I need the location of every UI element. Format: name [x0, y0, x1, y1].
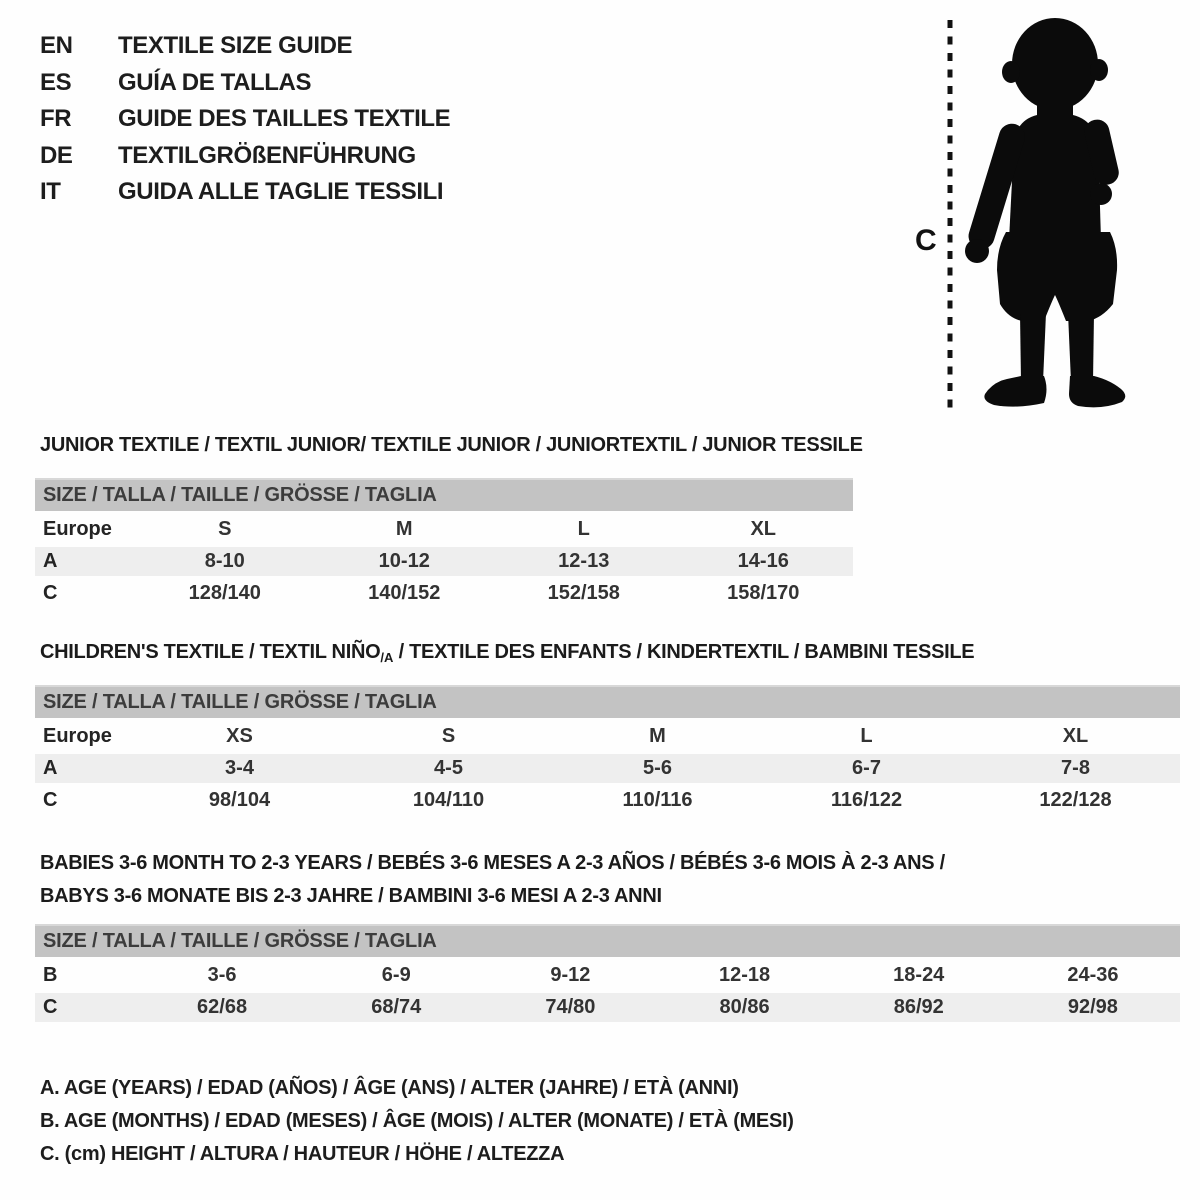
legend [40, 1072, 794, 1171]
column-header: XL [750, 518, 777, 540]
table-cell: 158/170 [727, 582, 800, 604]
column-header: L [860, 725, 873, 747]
region-label: Europe [43, 518, 112, 540]
table-cell: 12-13 [558, 550, 610, 572]
table-cell: 7-8 [1061, 757, 1090, 779]
row-label: C [43, 789, 58, 811]
column-header: L [577, 518, 590, 540]
table-cell: 6-7 [852, 757, 881, 779]
language-row [40, 28, 450, 65]
row-label: A [43, 550, 58, 572]
language-label: GUIDA ALLE TAGLIE TESSILI [118, 178, 444, 206]
table-cell: 116/122 [830, 789, 903, 811]
column-header: S [218, 518, 232, 540]
table-cell: 92/98 [1067, 996, 1118, 1018]
table-row [35, 754, 1180, 783]
row-label: B [43, 964, 58, 986]
height-measure-label: C [915, 224, 937, 257]
size-header-bar: SIZE / TALLA / TAILLE / GRÖSSE / TAGLIA [35, 924, 1180, 957]
figure-svg [905, 8, 1155, 420]
language-label: GUIDE DES TAILLES TEXTILE [118, 105, 451, 133]
table-cell: 3-4 [225, 757, 254, 779]
row-label: A [43, 757, 58, 779]
language-code: EN [40, 32, 73, 60]
table-cell: 8-10 [204, 550, 245, 572]
table-cell: 4-5 [434, 757, 463, 779]
table-cell: 104/110 [412, 789, 485, 811]
size-header-bar: SIZE / TALLA / TAILLE / GRÖSSE / TAGLIA [35, 478, 853, 511]
column-header: M [395, 518, 413, 540]
section-title-line: BABYS 3-6 MONATE BIS 2-3 JAHRE / BAMBINI 3-6 MESI A 2-3 ANNI [40, 885, 662, 907]
table-row [35, 786, 1180, 815]
table-cell: 86/92 [893, 996, 944, 1018]
language-code: FR [40, 105, 72, 133]
table-cell: 74/80 [545, 996, 596, 1018]
language-row [40, 65, 450, 102]
legend-line: B. AGE (MONTHS) / EDAD (MESES) / ÂGE (MOIS) / ALTER (MONATE) / ETÀ (MESI) [40, 1110, 794, 1132]
language-list [40, 28, 450, 211]
babies-section-title [40, 847, 945, 913]
table-cell: 98/104 [208, 789, 271, 811]
children-size-table [35, 685, 1180, 818]
row-label: C [43, 996, 58, 1018]
table-cell: 128/140 [188, 582, 261, 604]
babies-size-table [35, 924, 1180, 1025]
size-header-bar: SIZE / TALLA / TAILLE / GRÖSSE / TAGLIA [35, 685, 1180, 718]
table-row [35, 993, 1180, 1022]
table-cell: 6-9 [381, 964, 411, 986]
column-header: XL [1062, 725, 1089, 747]
column-header: M [649, 725, 666, 747]
table-cell: 110/116 [622, 789, 693, 811]
table-row [35, 547, 853, 576]
table-cell: 68/74 [371, 996, 422, 1018]
table-cell: 18-24 [893, 964, 945, 986]
legend-line: A. AGE (YEARS) / EDAD (AÑOS) / ÂGE (ANS) / ALTER (JAHRE) / ETÀ (ANNI) [40, 1077, 739, 1099]
table-columns-row [35, 722, 1180, 751]
baby-silhouette [965, 18, 1125, 407]
title-subscript: /A [380, 650, 394, 665]
language-row [40, 174, 450, 211]
language-code: IT [40, 178, 61, 206]
table-cell: 10-12 [378, 550, 430, 572]
table-cell: 12-18 [719, 964, 771, 986]
section-title-line: BABIES 3-6 MONTH TO 2-3 YEARS / BEBÉS 3-6 MESES A 2-3 AÑOS / BÉBÉS 3-6 MOIS À 2-3 ANS / [40, 852, 945, 874]
language-row [40, 138, 450, 175]
region-label: Europe [43, 725, 112, 747]
language-code: DE [40, 141, 73, 169]
column-header: S [441, 725, 456, 747]
junior-section-title: JUNIOR TEXTILE / TEXTIL JUNIOR/ TEXTILE JUNIOR / JUNIORTEXTIL / JUNIOR TESSILE [40, 434, 863, 456]
table-cell: 3-6 [207, 964, 237, 986]
table-cell: 80/86 [719, 996, 770, 1018]
table-cell: 122/128 [1039, 789, 1112, 811]
table-cell: 152/158 [547, 582, 620, 604]
junior-size-table [35, 478, 853, 611]
table-cell: 5-6 [643, 757, 672, 779]
language-code: ES [40, 68, 72, 96]
table-columns-row [35, 515, 853, 544]
legend-line: C. (cm) HEIGHT / ALTURA / HAUTEUR / HÖHE / ALTEZZA [40, 1143, 565, 1165]
table-cell: 9-12 [550, 964, 591, 986]
language-row [40, 101, 450, 138]
table-cell: 24-36 [1067, 964, 1119, 986]
table-row [35, 961, 1180, 990]
table-cell: 62/68 [197, 996, 248, 1018]
table-row [35, 579, 853, 608]
children-section-title: CHILDREN'S TEXTILE / TEXTIL $NIÑO_{/A}$ / TEXTILE DES ENFANTS / KINDERTEXTIL / BAMBINI TESSILE [40, 641, 975, 665]
language-label: TEXTILE SIZE GUIDE [118, 32, 353, 60]
language-label: GUÍA DE TALLAS [118, 68, 312, 96]
table-cell: 140/152 [368, 582, 441, 604]
column-header: XS [226, 725, 253, 747]
row-label: C [43, 582, 58, 604]
language-label: TEXTILGRÖßENFÜHRUNG [118, 141, 416, 169]
table-cell: 14-16 [737, 550, 789, 572]
height-measure-figure [905, 8, 1155, 420]
